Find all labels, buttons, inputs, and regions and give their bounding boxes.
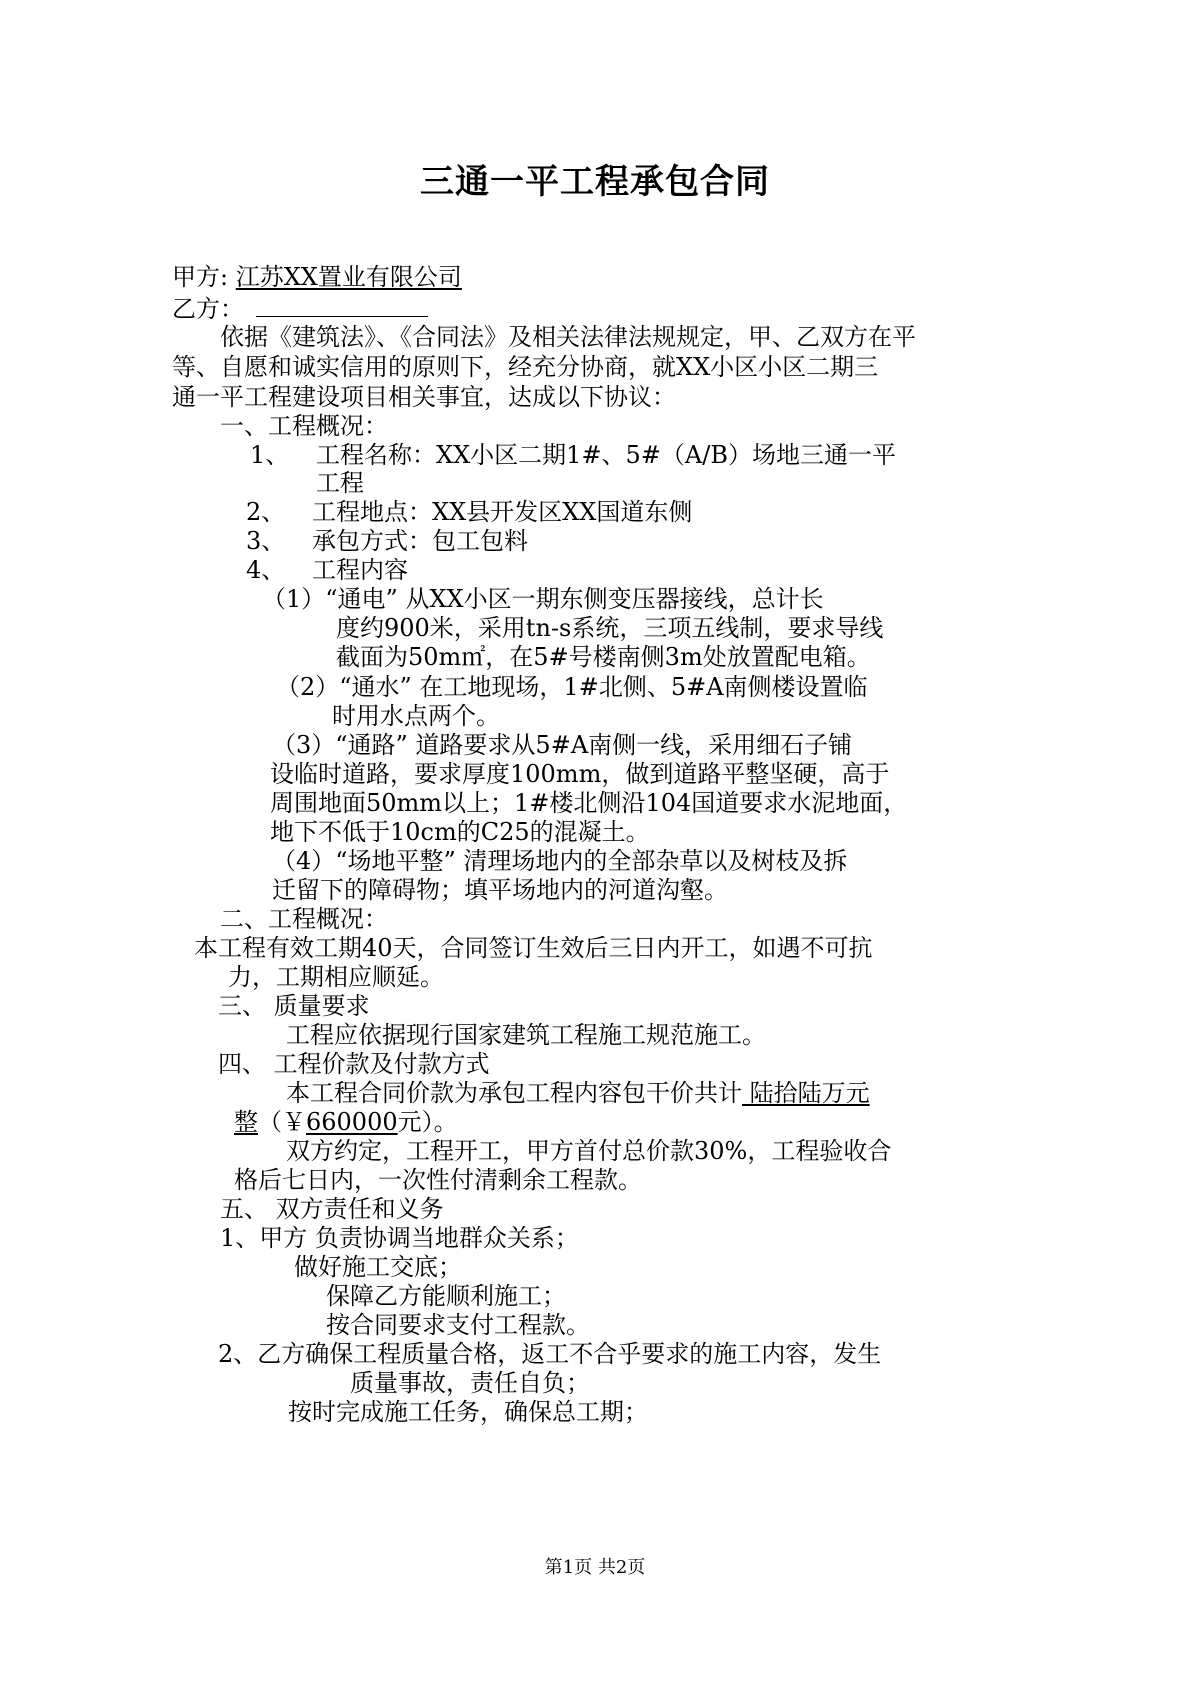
section1-heading: 一、工程概况： — [220, 412, 388, 440]
price-in-words: 陆拾陆万元 — [742, 1079, 870, 1107]
section2-line-1: 本工程有效工期40天，合同签订生效后三日内开工，如遇不可抗 — [194, 934, 873, 962]
party-a-duty-1: 1、甲方 负责协调当地群众关系； — [220, 1224, 579, 1252]
content-4-line-1: （4）“场地平整” 清理场地内的全部杂草以及树枝及拆 — [272, 847, 848, 875]
party-b-duty-1: 2、乙方确保工程质量合格，返工不合乎要求的施工内容，发生 — [218, 1340, 882, 1368]
price-close: 元）。 — [397, 1108, 458, 1136]
content-1-line-3: 截面为50m㎡，在5#号楼南侧3m处放置配电箱。 — [336, 643, 871, 671]
preamble-line-2: 等、自愿和诚实信用的原则下，经充分协商，就XX小区小区二期三 — [172, 353, 879, 381]
price-number: 660000 — [306, 1108, 398, 1136]
content-2-line-1: （2）“通水” 在工地现场，1#北侧、5#A南侧楼设置临 — [276, 673, 868, 701]
party-a-line — [172, 262, 462, 293]
item-number: 3、 — [246, 527, 286, 555]
content-3-line-4: 地下不低于10cm的C25的混凝土。 — [270, 818, 650, 846]
item-number: 2、 — [246, 498, 286, 526]
section2-line-2: 力，工期相应顺延。 — [228, 963, 444, 991]
item-text: 工程名称：XX小区二期1#、5#（A/B）场地三通一平 — [316, 441, 896, 469]
content-1-line-1: （1）“通电” 从XX小区一期东侧变压器接线，总计长 — [262, 585, 824, 613]
price-open: （￥ — [258, 1108, 306, 1136]
section1-item-4 — [246, 555, 408, 586]
price-prefix: 本工程合同价款为承包工程内容包干价共计 — [286, 1079, 742, 1107]
section1-item-3 — [246, 526, 528, 557]
party-b-label: 乙方： — [172, 295, 244, 323]
party-a-value: 江苏XX置业有限公司 — [235, 263, 462, 291]
section2-heading: 二、工程概况： — [220, 905, 388, 933]
section1-item-1 — [250, 440, 896, 471]
content-2-line-2: 时用水点两个。 — [332, 702, 500, 730]
section4-price-line-1 — [286, 1078, 870, 1109]
item-number: 4、 — [246, 556, 286, 584]
page-number-footer: 第1页 共2页 — [544, 1557, 646, 1578]
party-b-duty-3: 按时完成施工任务，确保总工期； — [288, 1398, 648, 1426]
item-text: 工程地点：XX县开发区XX国道东侧 — [312, 498, 693, 526]
section5-heading: 五、 双方责任和义务 — [220, 1195, 444, 1223]
item-text: 承包方式：包工包料 — [312, 527, 528, 555]
preamble-line-1: 依据《建筑法》、《合同法》及相关法律法规规定，甲、乙双方在平 — [220, 323, 916, 351]
party-a-duty-2: 做好施工交底； — [294, 1253, 462, 1281]
section4-heading: 四、 工程价款及付款方式 — [218, 1050, 490, 1078]
section3-line-1: 工程应依据现行国家建筑工程施工规范施工。 — [286, 1021, 766, 1049]
content-3-line-1: （3）“通路” 道路要求从5#A南侧一线，采用细石子铺 — [272, 731, 853, 759]
party-a-label: 甲方: — [172, 263, 236, 291]
party-b-duty-2: 质量事故，责任自负； — [350, 1369, 590, 1397]
content-1-line-2: 度约900米，采用tn-s系统，三项五线制，要求导线 — [336, 614, 884, 642]
document-title: 三通一平工程承包合同 — [420, 162, 770, 202]
section3-heading: 三、 质量要求 — [218, 992, 370, 1020]
preamble-line-3: 通一平工程建设项目相关事宜，达成以下协议： — [172, 383, 676, 411]
section4-price-line-2 — [234, 1107, 458, 1138]
item-number: 1、 — [250, 441, 290, 469]
price-in-words-end: 整 — [234, 1108, 258, 1136]
party-a-duty-3: 保障乙方能顺利施工； — [326, 1282, 566, 1310]
content-3-line-3: 周围地面50mm以上；1#楼北侧沿104国道要求水泥地面， — [270, 789, 908, 817]
item-text: 工程内容 — [312, 556, 408, 584]
content-4-line-2: 迁留下的障碍物；填平场地内的河道沟壑。 — [272, 876, 728, 904]
party-b-blank-field — [256, 292, 428, 317]
party-a-duty-4: 按合同要求支付工程款。 — [326, 1311, 590, 1339]
party-b-line — [172, 292, 428, 325]
section1-item-2 — [246, 497, 692, 528]
section4-payment-line-1: 双方约定，工程开工，甲方首付总价款30%，工程验收合 — [286, 1137, 892, 1165]
content-3-line-2: 设临时道路，要求厚度100mm，做到道路平整坚硬，高于 — [270, 760, 890, 788]
section4-payment-line-2: 格后七日内，一次性付清剩余工程款。 — [234, 1166, 642, 1194]
section1-item-1-cont: 工程 — [316, 469, 364, 497]
